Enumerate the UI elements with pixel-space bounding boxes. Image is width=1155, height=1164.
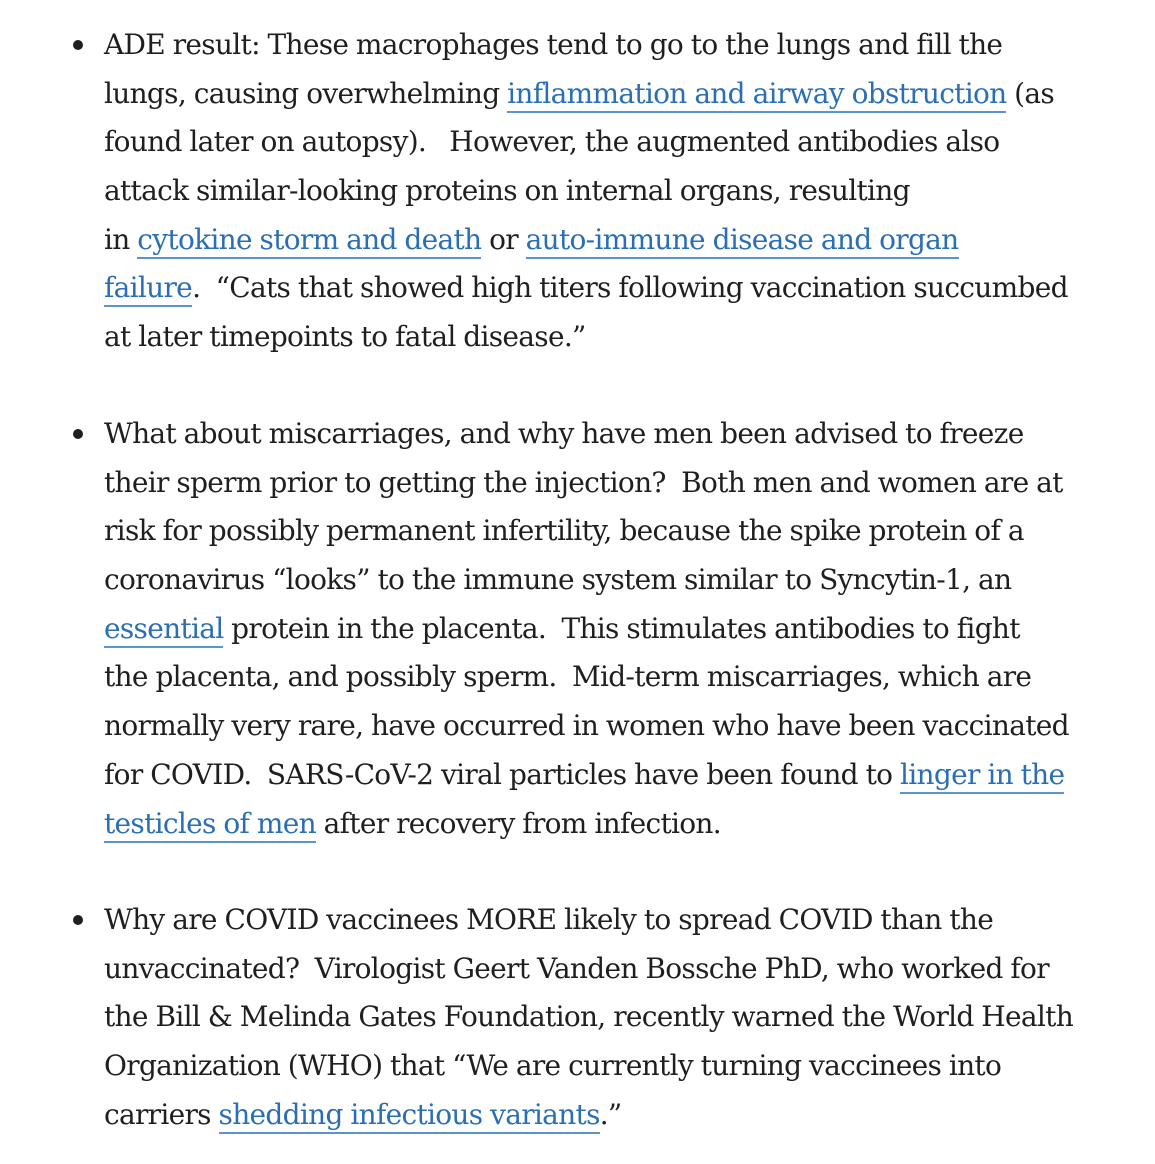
text-line	[104, 507, 1094, 556]
text-line	[104, 653, 1094, 702]
text-line	[104, 216, 1094, 265]
link-linger-in-testicles[interactable]: linger in the	[900, 758, 1064, 794]
text-line	[104, 1091, 1094, 1140]
link-linger-in-testicles-cont[interactable]: testicles of men	[104, 807, 316, 843]
text-line	[104, 21, 1094, 70]
link-cytokine-storm-and-death[interactable]: cytokine storm and death	[137, 223, 481, 259]
link-auto-immune-disease-organ-failure[interactable]: auto-immune disease and organ	[526, 223, 959, 259]
text-run: unvaccinated? Virologist Geert Vanden Bossche PhD, who worked for	[104, 951, 1049, 985]
bullet-dot-icon	[73, 429, 83, 439]
text-run: . “Cats that showed high titers following vaccination succumbed	[192, 271, 1068, 305]
text-line	[104, 605, 1094, 654]
text-run: the Bill & Melinda Gates Foundation, recently warned the World Health	[104, 1000, 1074, 1034]
text-run: ADE result: These macrophages tend to go to the lungs and fill the	[104, 28, 1003, 61]
text-run: their sperm prior to getting the injection? Both men and women are at	[104, 465, 1063, 499]
text-run: normally very rare, have occurred in women who have been vaccinated	[104, 709, 1069, 743]
link-auto-immune-disease-organ-failure-cont[interactable]: failure	[104, 271, 192, 307]
text-line	[104, 313, 1094, 362]
text-run: protein in the placenta. This stimulates antibodies to fight	[223, 611, 1020, 645]
text-run: .”	[599, 1097, 622, 1131]
link-essential[interactable]: essential	[104, 612, 223, 648]
text-line	[104, 410, 1094, 459]
text-line	[104, 167, 1094, 216]
text-line	[104, 702, 1094, 751]
bullet-dot-icon	[73, 915, 83, 925]
text-run: Organization (WHO) that “We are currently turning vaccinees into	[104, 1049, 1002, 1083]
text-run: at later timepoints to fatal disease.”	[104, 320, 586, 354]
text-run: after recovery from infection.	[315, 806, 721, 840]
text-line	[104, 751, 1094, 800]
text-run: in	[104, 222, 138, 256]
text-line	[104, 1042, 1094, 1091]
text-run: for COVID. SARS-CoV-2 viral particles have been found to	[104, 757, 901, 791]
text-line	[104, 264, 1094, 313]
bullet-dot-icon	[73, 40, 83, 50]
list-item-ade-result	[104, 21, 1094, 362]
text-run: attack similar-looking proteins on internal organs, resulting	[104, 174, 910, 208]
text-run: lungs, causing overwhelming	[104, 76, 508, 110]
list-item-vaccinees-spread	[104, 896, 1094, 1139]
link-inflammation-airway-obstruction[interactable]: inflammation and airway obstruction	[507, 77, 1006, 113]
text-run: (as	[1006, 76, 1055, 110]
text-run: risk for possibly permanent infertility, because the spike protein of a	[104, 514, 1024, 548]
text-line	[104, 800, 1094, 849]
text-run: What about miscarriages, and why have men been advised to freeze	[104, 417, 1024, 450]
text-run: found later on autopsy). However, the augmented antibodies also	[104, 125, 1000, 159]
text-line	[104, 993, 1094, 1042]
text-line	[104, 945, 1094, 994]
link-shedding-infectious-variants[interactable]: shedding infectious variants	[219, 1098, 600, 1134]
text-run: Why are COVID vaccinees MORE likely to spread COVID than the	[104, 903, 994, 936]
text-run: carriers	[104, 1097, 219, 1131]
text-line	[104, 459, 1094, 508]
list-item-miscarriages	[104, 410, 1094, 848]
text-line	[104, 70, 1094, 119]
text-run: or	[481, 222, 526, 256]
text-run: coronavirus “looks” to the immune system similar to Syncytin-1, an	[104, 563, 1012, 597]
text-line	[104, 118, 1094, 167]
text-run: the placenta, and possibly sperm. Mid-term miscarriages, which are	[104, 660, 1032, 694]
text-line	[104, 556, 1094, 605]
text-line	[104, 896, 1094, 945]
